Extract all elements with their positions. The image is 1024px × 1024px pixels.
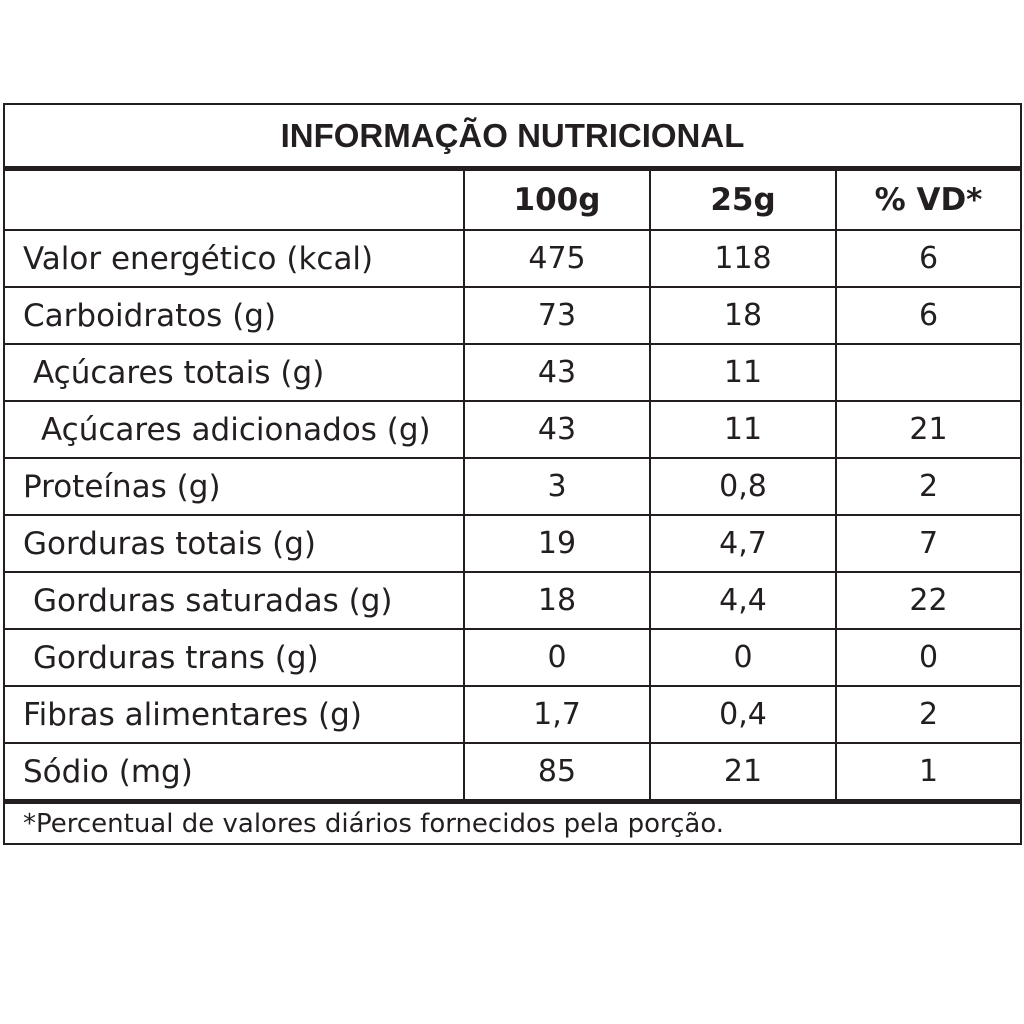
value-100g: 1,7: [464, 686, 650, 743]
table-row: [5, 344, 1020, 401]
value-vd: 7: [836, 515, 1020, 572]
nutrient-name: Valor energético (kcal): [5, 230, 464, 287]
value-25g: 0: [650, 629, 836, 686]
nutrient-name: Açúcares totais (g): [5, 344, 464, 401]
value-100g: 3: [464, 458, 650, 515]
nutrition-facts-label: [3, 103, 1022, 845]
value-100g: 85: [464, 743, 650, 799]
value-vd: 2: [836, 686, 1020, 743]
value-vd: 2: [836, 458, 1020, 515]
table-row: [5, 458, 1020, 515]
nutrient-name: Açúcares adicionados (g): [5, 401, 464, 458]
table-row: [5, 287, 1020, 344]
table-row: [5, 515, 1020, 572]
value-25g: 21: [650, 743, 836, 799]
value-25g: 0,4: [650, 686, 836, 743]
header-row: [5, 171, 1020, 230]
nutrient-name: Sódio (mg): [5, 743, 464, 799]
value-vd: 6: [836, 287, 1020, 344]
table-row: [5, 230, 1020, 287]
value-25g: 11: [650, 344, 836, 401]
nutrient-name: Proteínas (g): [5, 458, 464, 515]
label-title: INFORMAÇÃO NUTRICIONAL: [5, 105, 1020, 171]
table-row: [5, 401, 1020, 458]
value-100g: 475: [464, 230, 650, 287]
value-vd: 0: [836, 629, 1020, 686]
nutrient-name: Gorduras saturadas (g): [5, 572, 464, 629]
nutrient-name: Carboidratos (g): [5, 287, 464, 344]
value-vd: 6: [836, 230, 1020, 287]
table-row: [5, 743, 1020, 799]
value-25g: 0,8: [650, 458, 836, 515]
nutrient-name: Gorduras trans (g): [5, 629, 464, 686]
value-25g: 118: [650, 230, 836, 287]
value-vd: 1: [918, 754, 939, 789]
value-100g: 43: [464, 344, 650, 401]
footnote: *Percentual de valores diários fornecidos pela porção.: [5, 799, 1020, 843]
nutrient-name: Fibras alimentares (g): [5, 686, 464, 743]
value-25g: 4,7: [650, 515, 836, 572]
value-100g: 73: [464, 287, 650, 344]
nutrient-name: Gorduras totais (g): [5, 515, 464, 572]
table-row: [5, 629, 1020, 686]
column-header-25g: 25g: [650, 171, 836, 230]
value-vd: [836, 344, 1020, 401]
value-25g: 4,4: [650, 572, 836, 629]
table-row: [5, 572, 1020, 629]
value-25g: 18: [650, 287, 836, 344]
nutrition-table: [5, 171, 1020, 799]
table-row: [5, 686, 1020, 743]
value-100g: 0: [464, 629, 650, 686]
value-vd: 21: [836, 401, 1020, 458]
column-header-100g: 100g: [464, 171, 650, 230]
value-100g: 43: [464, 401, 650, 458]
value-vd: 22: [836, 572, 1020, 629]
value-100g: 19: [464, 515, 650, 572]
column-header-nutrient: [5, 171, 464, 230]
column-header-vd: % VD*: [836, 171, 1020, 230]
value-25g: 11: [650, 401, 836, 458]
value-100g: 18: [464, 572, 650, 629]
